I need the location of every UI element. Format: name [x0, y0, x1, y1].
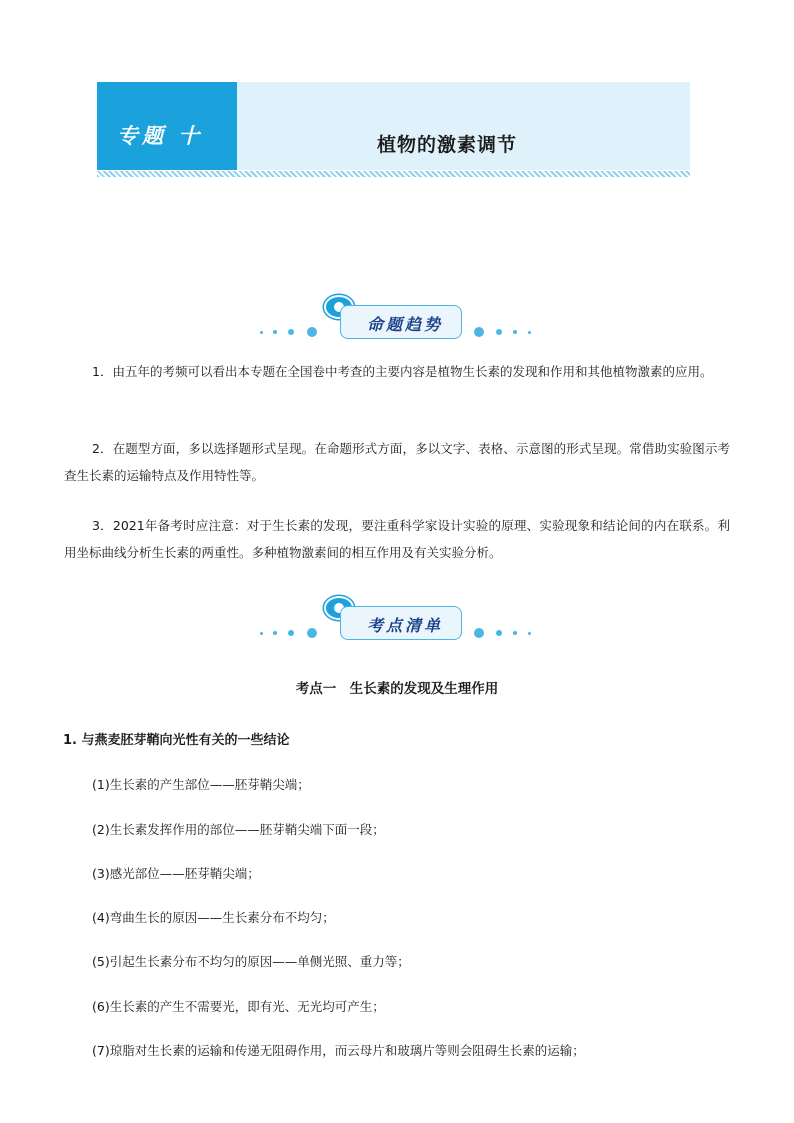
tag-label-box [340, 305, 462, 339]
trend-paragraph-2: 2．在题型方面，多以选择题形式呈现。在命题形式方面，多以文字、表格、示意图的形式呈现。常借助实验图示考查生长素的运输特点及作用特性等。 [64, 441, 730, 483]
tag-label: 命题趋势 [367, 315, 444, 334]
list-item: (7)琼脂对生长素的运输和传递无阻碍作用，而云母片和玻璃片等则会阻碍生长素的运输； [92, 1043, 585, 1058]
chapter-number: 专题 十 [117, 124, 204, 148]
left-dots [258, 628, 318, 640]
chapter-title: 植物的激素调节 [377, 134, 518, 156]
tag-label-box [340, 606, 462, 640]
chapter-title-block [237, 82, 690, 170]
trend-paragraph-3: 3．2021年备考时应注意：对于生长素的发现，要注重科学家设计实验的原理、实验现象和结论间的内在联系。利用坐标曲线分析生长素的两重性。多种植物激素间的相互作用及有关实验分析。 [64, 518, 730, 560]
chapter-number-block [97, 82, 237, 170]
left-dots [258, 327, 318, 339]
banner-divider [97, 171, 690, 177]
section-tag-checklist [258, 594, 538, 642]
trend-paragraph-1: 1．由五年的考频可以看出本专题在全国卷中考查的主要内容是植物生长素的发现和作用和其他植物激素的应用。 [92, 364, 713, 379]
list-item: (4)弯曲生长的原因——生长素分布不均匀； [92, 910, 335, 925]
section-heading: 1. 与燕麦胚芽鞘向光性有关的一些结论 [63, 733, 290, 748]
list-item: (3)感光部位——胚芽鞘尖端； [92, 866, 260, 881]
section-tag-trend [258, 293, 538, 341]
list-item: (6)生长素的产生不需要光，即有光、无光均可产生； [92, 999, 385, 1014]
list-item: (1)生长素的产生部位——胚芽鞘尖端； [92, 777, 310, 792]
list-item: (2)生长素发挥作用的部位——胚芽鞘尖端下面一段； [92, 822, 385, 837]
right-dots [474, 628, 534, 640]
kaodian-title: 考点一 生长素的发现及生理作用 [295, 681, 499, 697]
right-dots [474, 327, 534, 339]
tag-label: 考点清单 [367, 616, 444, 635]
chapter-banner [97, 82, 690, 170]
list-item: (5)引起生长素分布不均匀的原因——单侧光照、重力等； [92, 954, 410, 969]
